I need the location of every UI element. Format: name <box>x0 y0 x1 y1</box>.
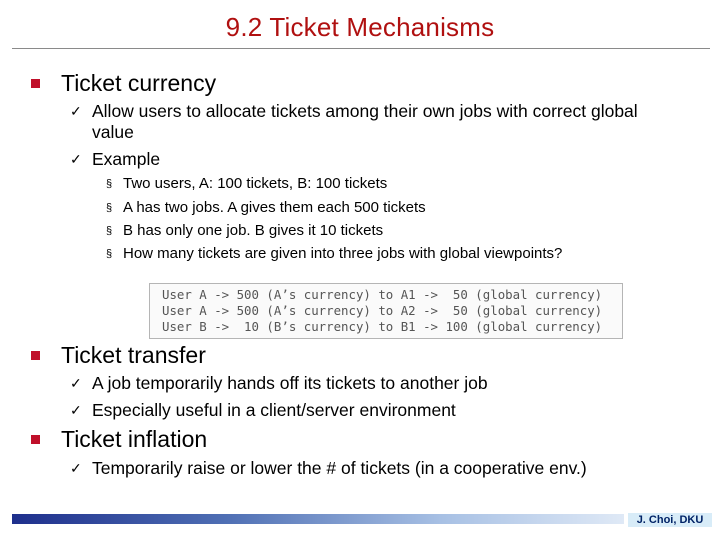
square-bullet-icon <box>31 351 40 360</box>
list-item-text: Temporarily raise or lower the # of tickets (in a cooperative env.) <box>92 458 587 478</box>
sub-list-item-text: A has two jobs. A gives them each 500 tickets <box>123 199 426 216</box>
code-line: User A -> 500 (A’s currency) to A2 -> 50 (global currency) <box>162 303 603 318</box>
checkmark-bullet-icon: ✓ <box>70 460 82 476</box>
section-heading: Ticket inflation <box>61 426 208 452</box>
code-line: User A -> 500 (A’s currency) to A1 -> 50 (global currency) <box>162 287 603 302</box>
checkmark-bullet-icon: ✓ <box>70 103 82 119</box>
sub-list-item-text: Two users, A: 100 tickets, B: 100 tickets <box>123 175 388 192</box>
sub-list-item-text: How many tickets are given into three jobs with global viewpoints? <box>123 245 563 262</box>
code-block <box>162 287 602 335</box>
checkmark-bullet-icon: ✓ <box>70 402 82 418</box>
footer-author: J. Choi, DKU <box>628 513 712 527</box>
checkmark-bullet-icon: ✓ <box>70 375 82 391</box>
small-square-bullet-icon: § <box>106 202 113 214</box>
small-square-bullet-icon: § <box>106 248 113 260</box>
list-item-text: Especially useful in a client/server environment <box>92 400 456 420</box>
list-item-text: Allow users to allocate tickets among their own jobs with correct global value <box>92 101 638 142</box>
list-item-text: Example <box>92 149 161 169</box>
checkmark-bullet-icon: ✓ <box>70 151 82 167</box>
code-line: User B -> 10 (B’s currency) to B1 -> 100 (global currency) <box>162 319 603 334</box>
small-square-bullet-icon: § <box>106 225 113 237</box>
code-example-box <box>149 283 623 339</box>
sub-list-item-text: B has only one job. B gives it 10 tickets <box>123 222 384 239</box>
section-heading: Ticket transfer <box>61 342 206 368</box>
square-bullet-icon <box>31 435 40 444</box>
square-bullet-icon <box>31 79 40 88</box>
small-square-bullet-icon: § <box>106 178 113 190</box>
list-item-text: A job temporarily hands off its tickets to another job <box>92 373 488 393</box>
slide-title: 9.2 Ticket Mechanisms <box>225 12 495 42</box>
footer-gradient-bar <box>12 514 624 524</box>
section-heading: Ticket currency <box>61 70 217 96</box>
title-divider <box>12 48 710 49</box>
